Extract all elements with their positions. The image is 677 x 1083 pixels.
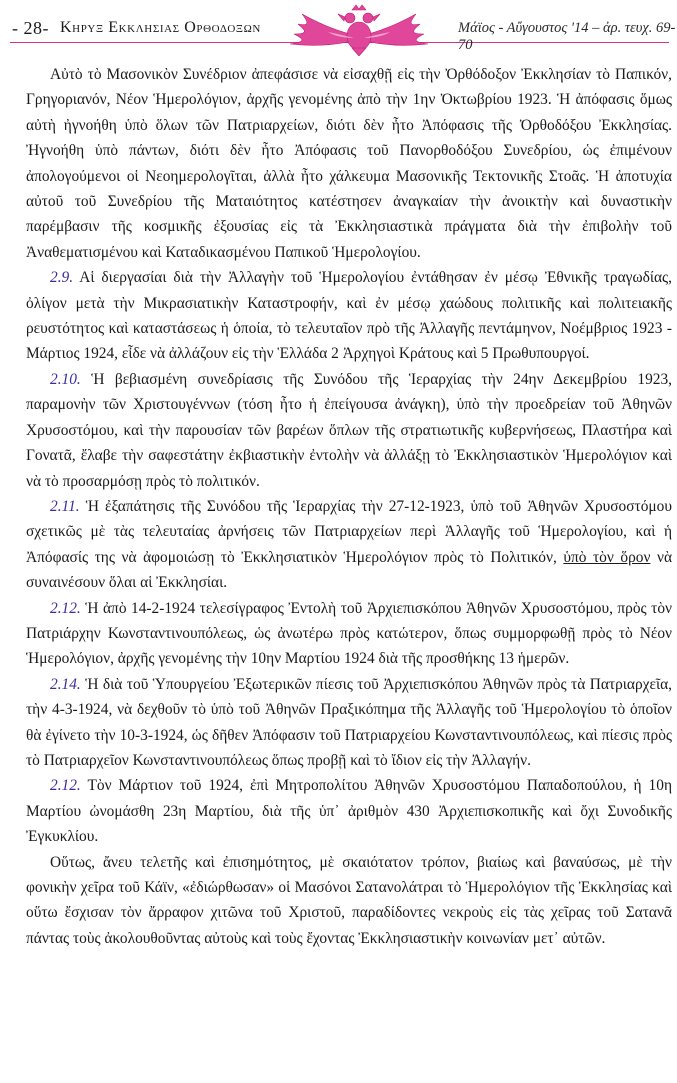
section-number: 2.9. [50,269,74,287]
paragraph-2-12-a [26,596,672,672]
paragraph-text: Τὸν Μάρτιον τοῦ 1924, ἐπὶ Μητροπολίτου Ἀθηνῶν Χρυσοστόμου Παπαδοπούλου, ἡ 10η Μαρτίου ὠνομάσθη 23η Μαρτίου, διὰ τῆς ὑπ᾽ ἀριθμὸν 430 Ἀρχιεπισκοπικῆς καὶ ὄχι Συνοδικῆς Ἐγκυκλίου. [26,777,672,846]
paragraph-text: Αὐτὸ τὸ Μασονικὸν Συνέδριον ἀπεφάσισε νὰ εἰσαχθῇ εἰς τὴν Ὀρθόδοξον Ἐκκλησίαν τὸ Παπικόν, Γρηγοριανόν, Νέον Ἡμερολόγιον, ἀρχῆς γενομένης ἀπὸ τὴν 1ην Ὀκτωβρίου 1923. Ἡ ἀπόφασις ὅμως αὐτὴ ἠγνοήθη ὑπὸ ὅλων τῶν Πατριαρχείων, διότι δὲν ἦτο Ἀπόφασις τῆς Ὀρθοδόξου Ἐκκλησίας. Ἠγνοήθη ὑπὸ πάντων, διότι δὲν ἦτο Ἀπόφασις τοῦ Πανορθοδόξου Συνεδρίου, ὡς ἐπιμένουν ἀπολογούμενοι οἱ Νεοημερολογῖται, ἀλλὰ ἦτο χάλκευμα Μασονικῆς Τεκτονικῆς Στοᾶς. Ἡ ἀποτυχία αὐτοῦ τοῦ Συνεδρίου τῆς Ματαιότητος κατέστησεν ἀναγκαίαν τὴν ἀνοικτὴν καὶ δυναστικὴν παρέμβασιν τῆς κοσμικῆς ἐξουσίας εἰς τὰ Ἐκκλησιαστικὰ πράγματα διὰ τὴν ἐπιβολὴν τοῦ Ἀναθεματισμένου καὶ Καταδικασμένου Παπικοῦ Ἡμερολογίου. [26,66,672,261]
section-number: 2.14. [50,675,81,693]
paragraph-text: Αἱ διεργασίαι διὰ τὴν Ἀλλαγὴν τοῦ Ἡμερολογίου ἐντάθησαν ἐν μέσῳ Ἐθνικῆς τραγωδίας, ὀλίγον μετὰ τὴν Μικρασιατικὴν Καταστροφήν, καὶ ἐν μέσῳ χαώδους πολιτικῆς καὶ πολιτειακῆς ρευστότητος καὶ καταστάσεως ἡ ὁποία, τὸ τελευταῖον πρὸ τῆς Ἀλλαγῆς πεντάμηνον, Νοέμβριος 1923 - Μάρτιος 1924, εἶδε νὰ ἀλλάζουν εἰς τὴν Ἑλλάδα 2 Ἀρχηγοὶ Κράτους καὶ 5 Πρωθυπουργοί. [26,269,672,363]
underlined-phrase: ὑπὸ τὸν ὅρον [563,548,651,566]
section-number: 2.12. [50,599,81,617]
paragraph-2-12-b [26,773,672,849]
paragraph-conclusion [26,850,672,952]
paragraph-intro [26,62,672,265]
paragraph-text: Οὕτως, ἄνευ τελετῆς καὶ ἐπισημότητος, μὲ σκαιότατον τρόπον, βιαίως καὶ βαναύσως, μὲ τὴν φονικὴν χεῖρα τοῦ Κάϊν, «ἐδιώρθωσαν» οἱ Μασόνοι Σατανολάτραι τὸ Ἡμερολόγιον τῆς Ἐκκλησίας καὶ οὕτω ἔσχισαν τὸν ἄρραφον χιτῶνα τοῦ Χριστοῦ, παραδίδοντες νεκροὺς εἰς τὰς χεῖρας τοῦ Σατανᾶ πάντας τοὺς ἀκολουθοῦντας αὐτοὺς καὶ τοὺς ἔχοντας Ἐκκλησιαστικὴν κοινωνίαν μετ᾽ αὐτῶν. [26,853,672,947]
paragraph-text: Ἡ ἐξαπάτησις τῆς Συνόδου τῆς Ἱεραρχίας τὴν 27-12-1923, ὑπὸ τοῦ Ἀθηνῶν Χρυσοστόμου σχετικῶς μὲ τὰς τελευταίας ἀρνήσεις τῶν Πατριαρχείων περὶ Ἀλλαγῆς τοῦ Ἡμερολογίου, καὶ ἡ Ἀπόφασίς της νὰ ἀφομοιώσῃ τὸ Ἐκκλησιατικὸν Ἡμερολόγιον πρὸς τὸ Πολιτικόν, [26,497,672,566]
section-number: 2.10. [50,370,81,388]
paragraph-2-10 [26,367,672,494]
paragraph-2-9 [26,265,672,367]
paragraph-text-end: νὰ συναινέσουν ὅλαι αἱ Ἐκκλησίαι. [26,548,673,592]
paragraph-2-11 [26,494,672,596]
page-header [0,0,677,62]
page-number: - 28- [12,18,49,38]
section-number: 2.12. [50,777,81,795]
paragraph-text: Ἡ βεβιασμένη συνεδρίασις τῆς Συνόδου τῆς Ἱεραρχίας τὴν 24ην Δεκεμβρίου 1923, παραμονὴν τῶν Χριστουγέννων (τόση ἦτο ἡ ἐπείγουσα ἀνάγκη), ὑπὸ τὴν προεδρείαν τοῦ Ἀθηνῶν Χρυσοστόμου, καὶ τὴν παρουσίαν τῶν βαρέων ὅπλων τῆς στρατιωτικῆς κυβερνήσεως, Πλαστήρα καὶ Γονατᾶ, ἔλαβε τὴν σαφεστάτην ἐκβιαστικὴν ἐντολὴν νὰ ἀλλάξῃ τὸ Ἐκκλησιαστικὸν Ἡμερολόγιον καὶ νὰ τὸ προσαρμόσῃ πρὸς τὸ πολιτικόν. [26,370,672,490]
section-number: 2.11. [50,497,80,515]
paragraph-2-14 [26,672,672,774]
issue-info: Μάϊος - Αὔγουστος '14 – ἀρ. τευχ. 69-70 [458,20,676,53]
journal-title: Κηρυξ Εκκλησιας Ορθοδοξων [60,19,261,36]
paragraph-text: Ἡ διὰ τοῦ Ὑπουργείου Ἐξωτερικῶν πίεσις τοῦ Ἀρχιεπισκόπου Ἀθηνῶν πρὸς τὰ Πατριαρχεῖα, τὴν 4-3-1924, νὰ δεχθοῦν τὸ ὑπὸ τοῦ Ἀθηνῶν Πραξικόπημα τῆς Ἀλλαγῆς τοῦ Ἡμερολογίου τὸ ὁποῖον θὰ ἐγίνετο τὴν 10-3-1924, ὡς δῆθεν Ἀπόφασιν τοῦ Πατριαρχείου Κωνσταντινουπόλεως, καὶ πίεσις πρὸς τὸ Πατριαρχεῖον Κωνσταντινουπόλεως ὅπως προβῇ καὶ τὸ ἴδιον εἰς τὴν Ἀλλαγήν. [26,675,672,769]
double-headed-eagle-icon [268,2,450,56]
article-body [26,62,672,951]
paragraph-text: Ἡ ἀπὸ 14-2-1924 τελεσίγραφος Ἐντολὴ τοῦ Ἀρχιεπισκόπου Ἀθηνῶν Χρυσοστόμου, πρὸς τὸν Πατριάρχην Κωνσταντινουπόλεως, ὡς ἀνωτέρω πρὸς κατώτερον, ὅπως συμμορφωθῇ πρὸς τὸ Νέον Ἡμερολόγιον, ἀρχῆς γενομένης τὴν 10ην Μαρτίου 1924 διὰ τῆς προσθήκης 13 ἡμερῶν. [26,599,672,668]
